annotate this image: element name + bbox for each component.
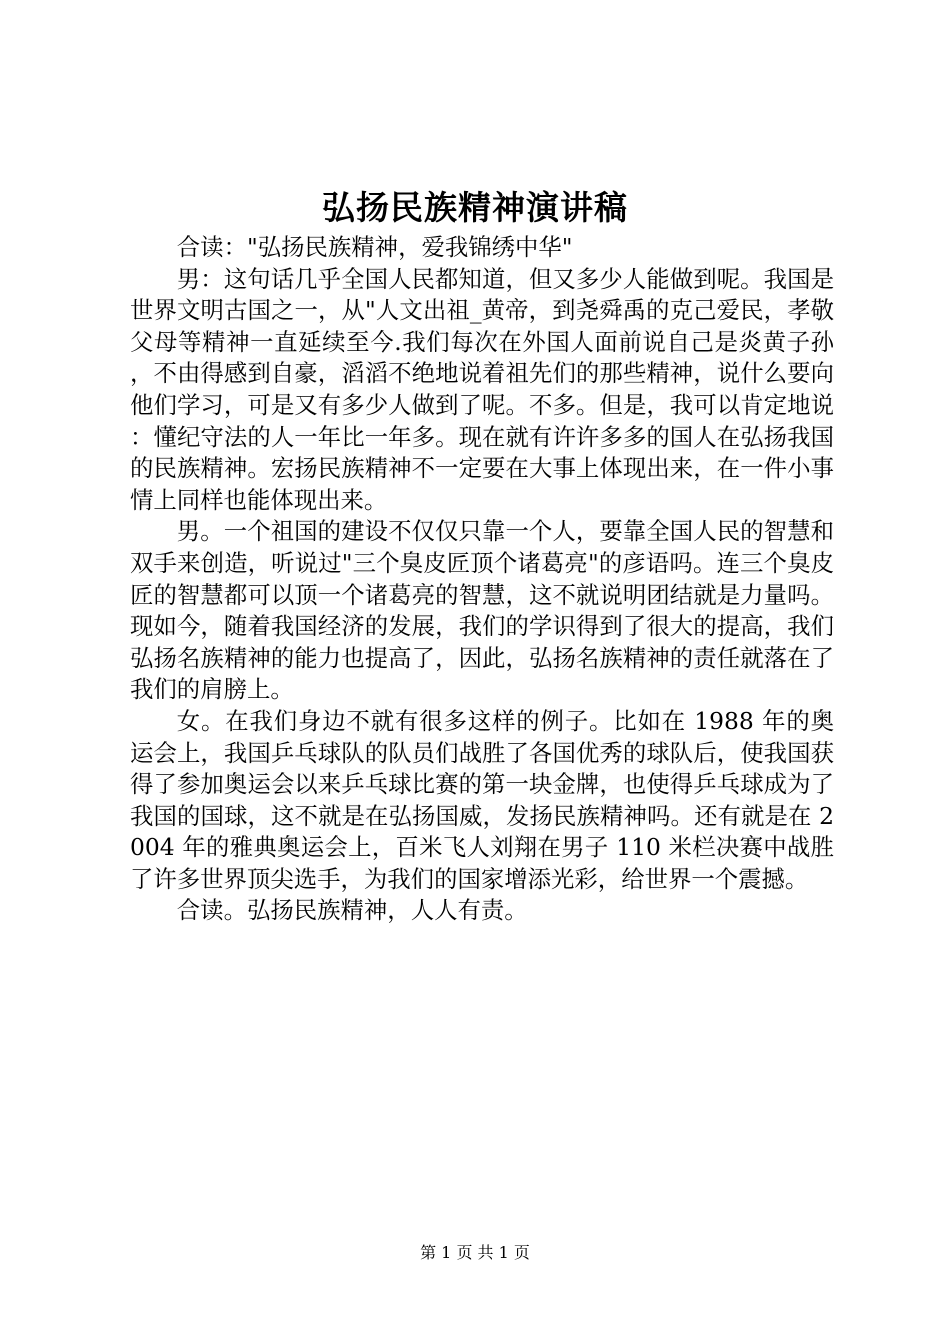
paragraph-choral-closing: 合读。弘扬民族精神，人人有责。 [176, 896, 528, 925]
paragraph-male-2: 男。一个祖国的建设不仅仅只靠一个人，要靠全国人民的智慧和双手来创造，听说过"三个臭皮匠顶个诸葛亮"的彦语吗。连三个臭皮匠的智慧都可以顶一个诸葛亮的智慧，这不就说明团结就是力量吗。现如今，随着我国经济的发展，我们的学识得到了很大的提高，我们弘扬名族精神的能力也提高了，因此，弘扬名族精神的责任就落在了我们的肩膀上。 [130, 517, 834, 704]
page-footer: 第 1 页 共 1 页 [420, 1243, 530, 1262]
paragraph-female: 女。在我们身边不就有很多这样的例子。比如在 1988 年的奥运会上，我国乒乓球队的队员们战胜了各国优秀的球队后，使我国获得了参加奥运会以来乒乓球比赛的第一块金牌，也使得乒乓球成为了我国的国球，这不就是在弘扬国威，发扬民族精神吗。还有就是在 2004 年的雅典奥运会上，百米飞人刘翔在男子 110 米栏决赛中战胜了许多世界顶尖选手，为我们的国家增添光彩，给世界一个震撼。 [130, 706, 834, 893]
paragraph-male-1: 男：这句话几乎全国人民都知道，但又多少人能做到呢。我国是世界文明古国之一，从"人文出祖_黄帝，到尧舜禹的克己爱民，孝敬父母等精神一直延续至今.我们每次在外国人面前说自己是炎黄子孙，不由得感到自豪，滔滔不绝地说着祖先们的那些精神，说什么要向他们学习，可是又有多少人做到了呢。不多。但是，我可以肯定地说：懂纪守法的人一年比一年多。现在就有许许多多的国人在弘扬我国的民族精神。宏扬民族精神不一定要在大事上体现出来，在一件小事情上同样也能体现出来。 [130, 264, 834, 514]
document-body [130, 232, 834, 927]
paragraph-choral-opening: 合读："弘扬民族精神，爱我锦绣中华" [176, 233, 573, 261]
page-title: 弘扬民族精神演讲稿 [322, 188, 628, 227]
